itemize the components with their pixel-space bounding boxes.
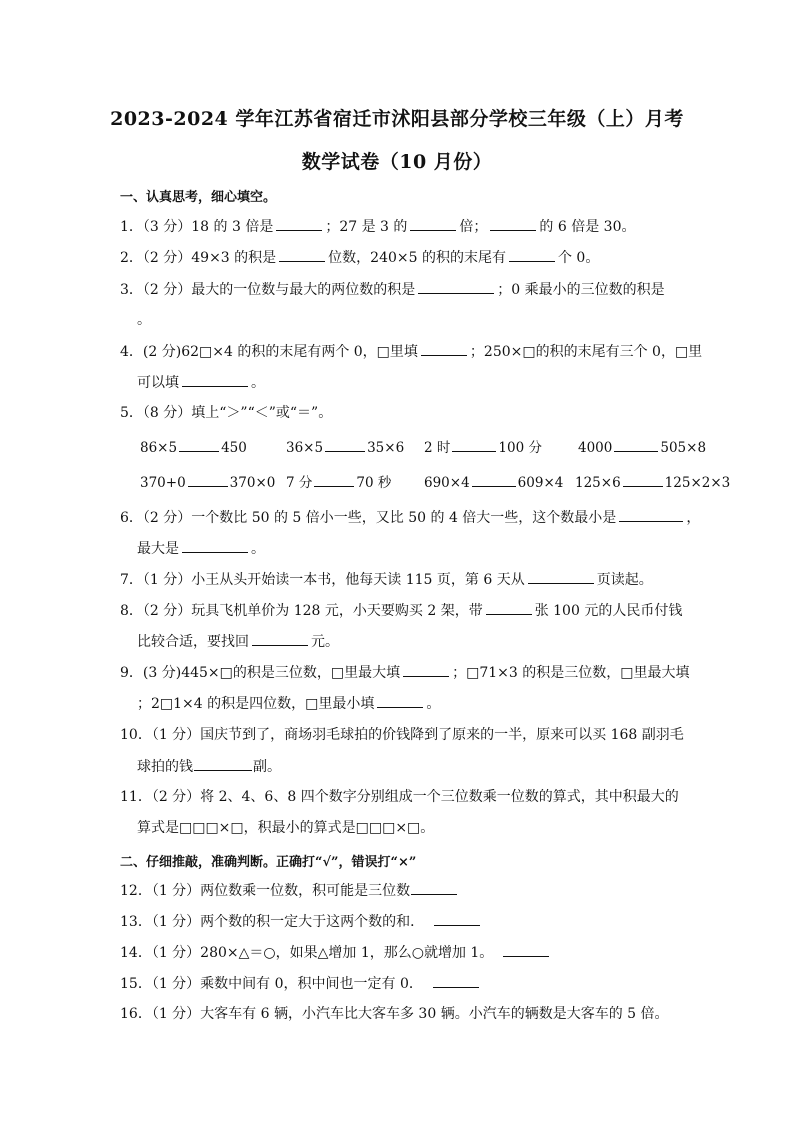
exam-title-line1: 2023-2024 学年江苏省宿迁市沭阳县部分学校三年级（上）月考 — [110, 108, 684, 130]
question-text: 。 — [251, 375, 265, 391]
question-3-continued — [137, 310, 151, 330]
question-4 — [120, 341, 702, 362]
question-text: 3．（2 分）最大的一位数与最大的两位数的积是 — [120, 282, 416, 298]
answer-blank[interactable] — [279, 247, 325, 262]
question-9-continued — [137, 693, 440, 714]
question-text: 球拍的钱 — [137, 759, 193, 775]
question-text: ；2□1×4 的积是四位数，□里最小填 — [137, 696, 375, 712]
question-text: ；0 乘最小的三位数的积是 — [497, 282, 665, 298]
answer-blank[interactable] — [314, 472, 354, 487]
answer-blank[interactable] — [179, 437, 219, 452]
question-text: 。 — [251, 541, 265, 557]
question-6-continued — [137, 538, 265, 559]
question-text: 12．（1 分）两位数乘一位数，积可能是三位数 — [120, 883, 411, 899]
answer-blank[interactable] — [421, 341, 467, 356]
question-14 — [120, 942, 552, 963]
question-text: 倍； — [459, 219, 488, 235]
question-text: 张 100 元的人民币付钱 — [534, 603, 683, 619]
answer-blank[interactable] — [433, 973, 479, 988]
question-2 — [120, 247, 599, 268]
question-5 — [120, 403, 332, 423]
question-13 — [120, 911, 483, 932]
answer-blank[interactable] — [418, 279, 494, 294]
question-text: 4．(2 分)62□×4 的积的末尾有两个 0，□里填 — [120, 344, 418, 360]
question-11-continued — [137, 818, 434, 838]
question-text: 个 0。 — [557, 250, 600, 266]
answer-blank[interactable] — [182, 372, 248, 387]
question-text: 8．（2 分）玩具飞机单价为 128 元，小天要购买 2 架，带 — [120, 603, 483, 619]
answer-blank[interactable] — [377, 693, 423, 708]
compare-item: 4000 505×8 — [578, 437, 706, 458]
compare-item: 7 分 70 秒 — [286, 472, 391, 493]
question-text: 15．（1 分）乘数中间有 0，积中间也一定有 0． — [120, 976, 423, 992]
question-text: 13．（1 分）两个数的积一定大于这两个数的和． — [120, 914, 425, 930]
question-text: 位数，240×5 的积的末尾有 — [328, 250, 506, 266]
answer-blank[interactable] — [194, 756, 252, 771]
answer-blank[interactable] — [490, 216, 536, 231]
question-7 — [120, 569, 653, 590]
question-text: ；□71×3 的积是三位数，□里最大填 — [452, 665, 690, 681]
answer-blank[interactable] — [614, 437, 658, 452]
question-1 — [120, 216, 636, 237]
question-text: 元。 — [311, 634, 339, 650]
question-text: 算式是□□□×□，积最小的算式是□□□×□。 — [137, 820, 435, 836]
answer-blank[interactable] — [252, 631, 308, 646]
compare-item: 690×4 609×4 — [424, 472, 563, 493]
question-11 — [120, 787, 679, 807]
answer-blank[interactable] — [403, 662, 449, 677]
answer-blank[interactable] — [434, 911, 480, 926]
question-text: 5．（8 分）填上“＞”“＜”或“＝”。 — [120, 405, 333, 421]
answer-blank[interactable] — [276, 216, 322, 231]
answer-blank[interactable] — [503, 942, 549, 957]
exam-title-line2: 数学试卷（10 月份） — [301, 151, 493, 173]
question-text: 可以填 — [137, 375, 179, 391]
question-text: 2．（2 分）49×3 的积是 — [120, 250, 277, 266]
answer-blank[interactable] — [619, 507, 683, 522]
compare-item: 125×6 125×2×3 — [575, 472, 730, 493]
answer-blank[interactable] — [472, 472, 516, 487]
question-16 — [120, 1004, 669, 1024]
question-text: 16．（1 分）大客车有 6 辆，小汽车比大客车多 30 辆。小汽车的辆数是大客车的 5 倍。 — [120, 1006, 669, 1022]
question-6 — [120, 507, 700, 528]
question-text: 7．（1 分）小王从头开始读一本书，他每天读 115 页，第 6 天从 — [120, 572, 525, 588]
question-text: 10．（1 分）国庆节到了，商场羽毛球拍的价钱降到了原来的一半，原来可以买 168 副羽毛 — [120, 727, 684, 743]
answer-blank[interactable] — [623, 472, 663, 487]
question-4-continued — [137, 372, 265, 393]
question-text: 6．（2 分）一个数比 50 的 5 倍小一些，又比 50 的 4 倍大一些，这个数最小是 — [120, 510, 617, 526]
compare-item: 370+0 370×0 — [140, 472, 275, 493]
question-text: 的 6 倍是 30。 — [539, 219, 636, 235]
question-text: 1．（3 分）18 的 3 倍是 — [120, 219, 274, 235]
question-8 — [120, 600, 682, 621]
compare-item: 36×5 35×6 — [286, 437, 404, 458]
question-text: 11．（2 分）将 2、4、6、8 四个数字分别组成一个三位数乘一位数的算式，其中积最大的 — [120, 789, 679, 805]
question-text: 最大是 — [137, 541, 179, 557]
question-text: 14．（1 分）280×△＝○，如果△增加 1，那么○就增加 1。 — [120, 945, 494, 961]
question-text: 。 — [426, 696, 441, 712]
question-text: ；27 是 3 的 — [325, 219, 408, 235]
question-9 — [120, 662, 689, 683]
answer-blank[interactable] — [509, 247, 555, 262]
question-15 — [120, 973, 482, 994]
compare-item: 86×5 450 — [140, 437, 247, 458]
question-10-continued — [137, 756, 281, 777]
answer-blank[interactable] — [452, 437, 496, 452]
answer-blank[interactable] — [325, 437, 365, 452]
answer-blank[interactable] — [486, 600, 532, 615]
question-text: 9．(3 分)445×□的积是三位数，□里最大填 — [120, 665, 401, 681]
section-heading-true-false: 二、仔细推敲，准确判断。正确打“√”，错误打“×” — [120, 855, 417, 870]
question-8-continued — [137, 631, 339, 652]
question-text: 比较合适，要找回 — [137, 634, 249, 650]
question-text: 。 — [137, 312, 151, 328]
answer-blank[interactable] — [411, 880, 457, 895]
question-text: ， — [686, 510, 701, 526]
question-text: ；250×□的积的末尾有三个 0，□里 — [469, 344, 703, 360]
answer-blank[interactable] — [528, 569, 594, 584]
compare-item: 2 时 100 分 — [424, 437, 542, 458]
question-text: 页读起。 — [596, 572, 653, 588]
question-3 — [120, 279, 665, 300]
question-10 — [120, 725, 684, 745]
question-text: 副。 — [253, 759, 281, 775]
question-12 — [120, 880, 458, 901]
section-heading-fill-in: 一、认真思考，细心填空。 — [120, 190, 277, 205]
answer-blank[interactable] — [182, 538, 248, 553]
answer-blank[interactable] — [188, 472, 228, 487]
answer-blank[interactable] — [410, 216, 456, 231]
